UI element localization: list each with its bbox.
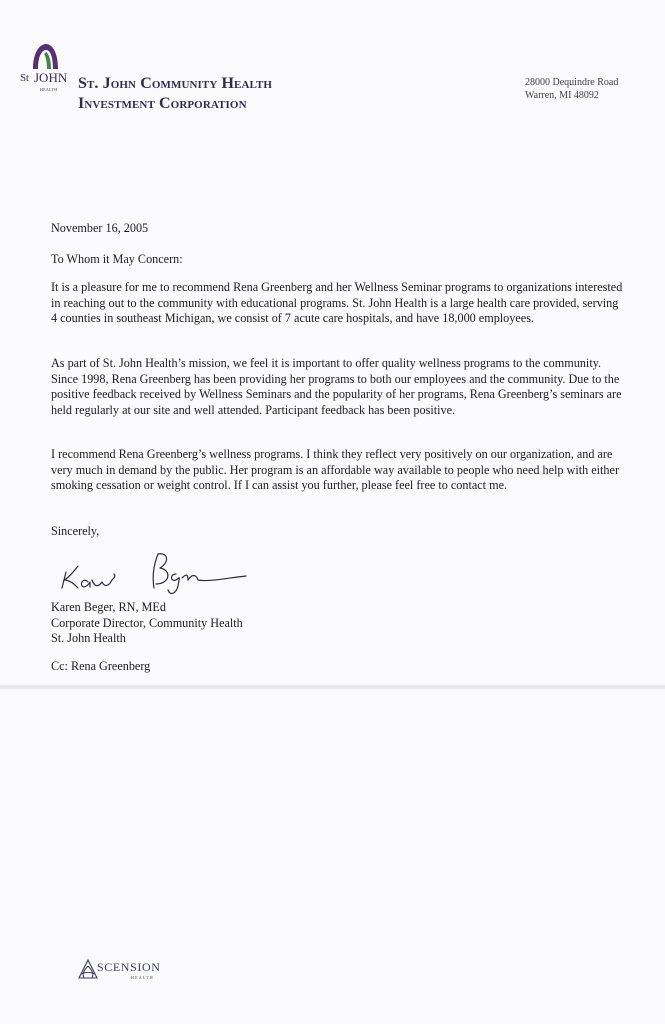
letter-paragraph-1: It is a pleasure for me to recommend Rena Greenberg and her Wellness Seminar programs to organizations interested in reaching out to the community with educational programs. St. John Health is a large health care provided, serving 4 counties in southeast Michigan, we consist of 7 acute care hospitals, and have 18,000 employees. <box>51 280 623 325</box>
org-name-line2: Investment Corporation <box>78 95 247 112</box>
org-name-line1: St. John Community Health <box>78 75 273 92</box>
ascension-health-logo <box>76 958 186 982</box>
signer-name: Karen Beger, RN, MEd <box>51 600 166 614</box>
st-john-logo <box>20 42 70 94</box>
organization-address <box>525 76 655 102</box>
signer-block <box>51 600 626 647</box>
address-street: 28000 Dequindre Road <box>525 77 619 88</box>
letter-salutation: To Whom it May Concern: <box>51 252 183 266</box>
ascension-wordmark: SCENSION <box>97 960 161 974</box>
st-john-arch-icon <box>30 42 60 70</box>
handwritten-signature <box>58 544 258 600</box>
signer-title: Corporate Director, Community Health <box>51 615 243 630</box>
letter-date: November 16, 2005 <box>51 221 149 235</box>
organization-name <box>78 74 378 114</box>
letter-paragraph-3: I recommend Rena Greenberg’s wellness programs. I think they reflect very positively on our organization, and are very much in demand by the public. Her program is an affordable way available to people who need help with either smoking cessation or weight control. If I can assist you further, please feel free to contact me. <box>51 447 619 492</box>
signer-organization: St. John Health <box>51 631 126 645</box>
letter-paragraph-2: As part of St. John Health’s mission, we feel it is important to offer quality wellness programs to the community. Since 1998, Rena Greenberg has been providing her programs to both our employees and the community. Due to the positive feedback received by Wellness Seminars and the popularity of her programs, Rena Greenberg’s seminars are held regularly at our site and well attended. Participant feedback has been positive. <box>51 356 622 417</box>
ascension-health-subtext: HEALTH <box>131 975 154 980</box>
letter-cc: Cc: Rena Greenberg <box>51 659 151 673</box>
paper-fold-line <box>0 684 665 690</box>
logo-health-text: HEALTH <box>40 87 58 92</box>
letter-closing: Sincerely, <box>51 524 100 538</box>
logo-st-text: St <box>20 72 29 84</box>
logo-john-text: JOHN <box>34 70 68 85</box>
address-city: Warren, MI 48092 <box>525 90 599 101</box>
